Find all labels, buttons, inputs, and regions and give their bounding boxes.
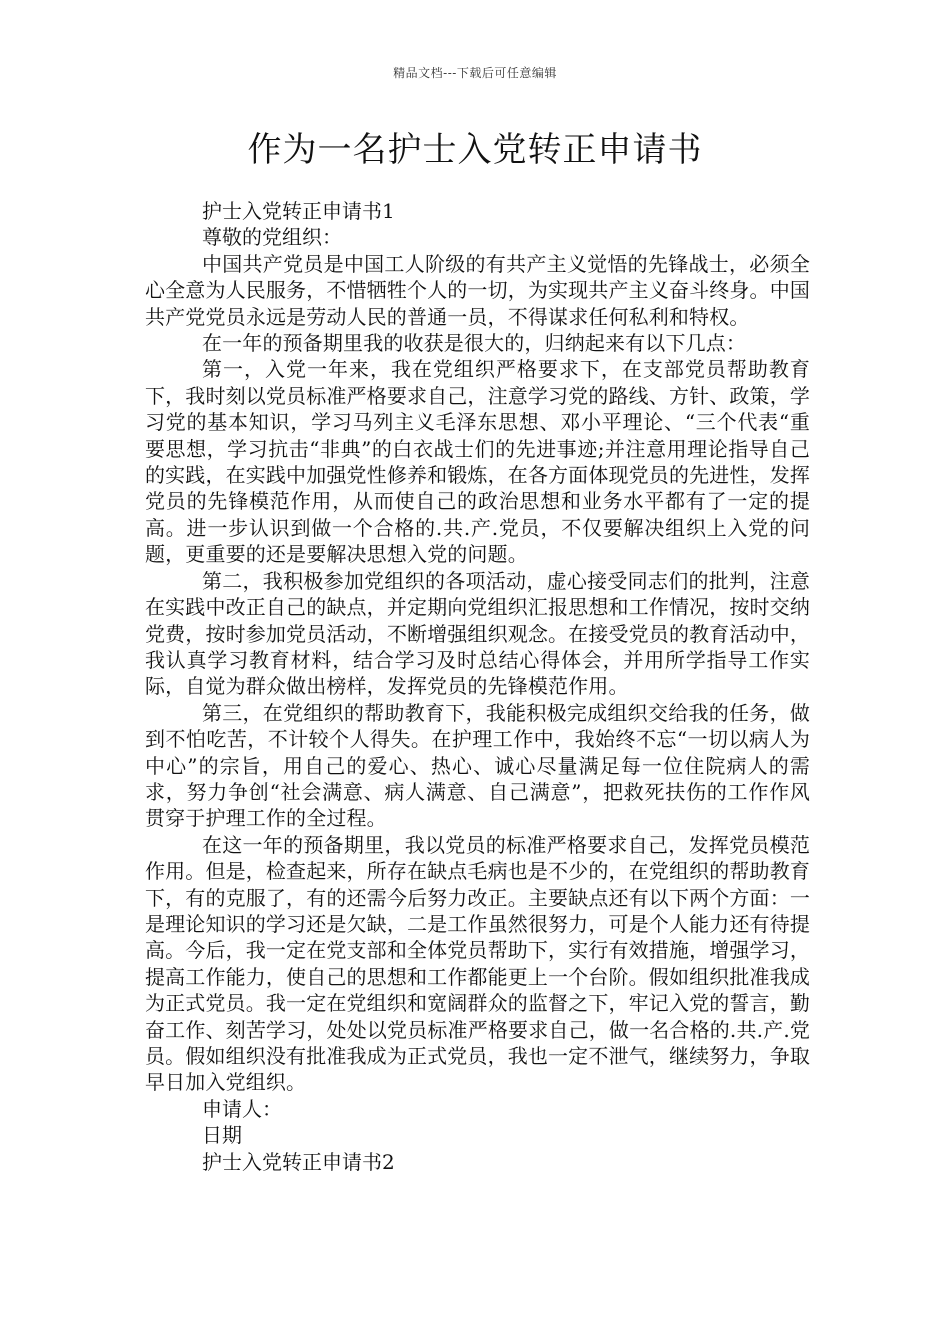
body-paragraph-5: 第三，在党组织的帮助教育下，我能积极完成组织交给我的任务，做到不怕吃苦，不计较个人得失。在护理工作中，我始终不忘“一切以病人为中心”的宗旨，用自己的爱心、热心、诚心尽量满足每一位住院病人的需求，努力争创“社会满意、病人满意、自己满意”，把救死扶伤的工作作风贯穿于护理工作的全过程。 xyxy=(145,700,810,831)
section-heading-2: 护士入党转正申请书2 xyxy=(202,1149,395,1174)
salutation: 尊敬的党组织： xyxy=(202,225,342,250)
body-paragraph-4: 第二，我积极参加党组织的各项活动，虚心接受同志们的批判，注意在实践中改正自己的缺点，并定期向党组织汇报思想和工作情况，按时交纳党费，按时参加党员活动，不断增强组织观念。在接受党员的教育活动中，我认真学习教育材料，结合学习及时总结心得体会，并用所学指导工作实际，自觉为群众做出榜样，发挥党员的先锋模范作用。 xyxy=(145,568,810,699)
body-paragraph-6: 在这一年的预备期里，我以党员的标准严格要求自己，发挥党员模范作用。但是，检查起来，所存在缺点毛病也是不少的，在党组织的帮助教育下，有的克服了，有的还需今后努力改正。主要缺点还有以下两个方面：一是理论知识的学习还是欠缺，二是工作虽然很努力，可是个人能力还有待提高。今后，我一定在党支部和全体党员帮助下，实行有效措施，增强学习，提高工作能力，使自己的思想和工作都能更上一个台阶。假如组织批准我成为正式党员。我一定在党组织和宽阔群众的监督之下，牢记入党的誓言，勤奋工作、刻苦学习，处处以党员标准严格要求自己，做一名合格的.共.产.党员。假如组织没有批准我成为正式党员，我也一定不泄气，继续努力，争取早日加入党组织。 xyxy=(145,832,810,1095)
applicant-label: 申请人： xyxy=(202,1096,282,1121)
page-header: 精品文档---下载后可任意编辑 xyxy=(393,66,557,80)
section-heading-1: 护士入党转正申请书1 xyxy=(202,199,395,223)
date-label: 日期 xyxy=(202,1123,242,1148)
document-body xyxy=(145,198,810,1175)
body-paragraph-1: 中国共产党员是中国工人阶级的有共产主义觉悟的先锋战士，必须全心全意为人民服务，不惜牺牲个人的一切，为实现共产主义奋斗终身。中国共产党党员永远是劳动人民的普通一员，不得谋求任何私利和特权。 xyxy=(145,251,810,329)
document-title: 作为一名护士入党转正申请书 xyxy=(247,130,703,170)
body-paragraph-2: 在一年的预备期里我的收获是很大的，归纳起来有以下几点： xyxy=(202,331,747,356)
body-paragraph-3: 第一，入党一年来，我在党组织严格要求下，在支部党员帮助教育下，我时刻以党员标准严格要求自己，注意学习党的路线、方针、政策，学习党的基本知识，学习马列主义毛泽东思想、邓小平理论、“三个代表“重要思想，学习抗击“非典”的白衣战士们的先进事迹;并注意用理论指导自己的实践，在实践中加强党性修养和锻炼，在各方面体现党员的先进性，发挥党员的先锋模范作用，从而使自己的政治思想和业务水平都有了一定的提高。进一步认识到做一个合格的.共.产.党员，不仅要解决组织上入党的问题，更重要的还是要解决思想入党的问题。 xyxy=(145,357,810,567)
